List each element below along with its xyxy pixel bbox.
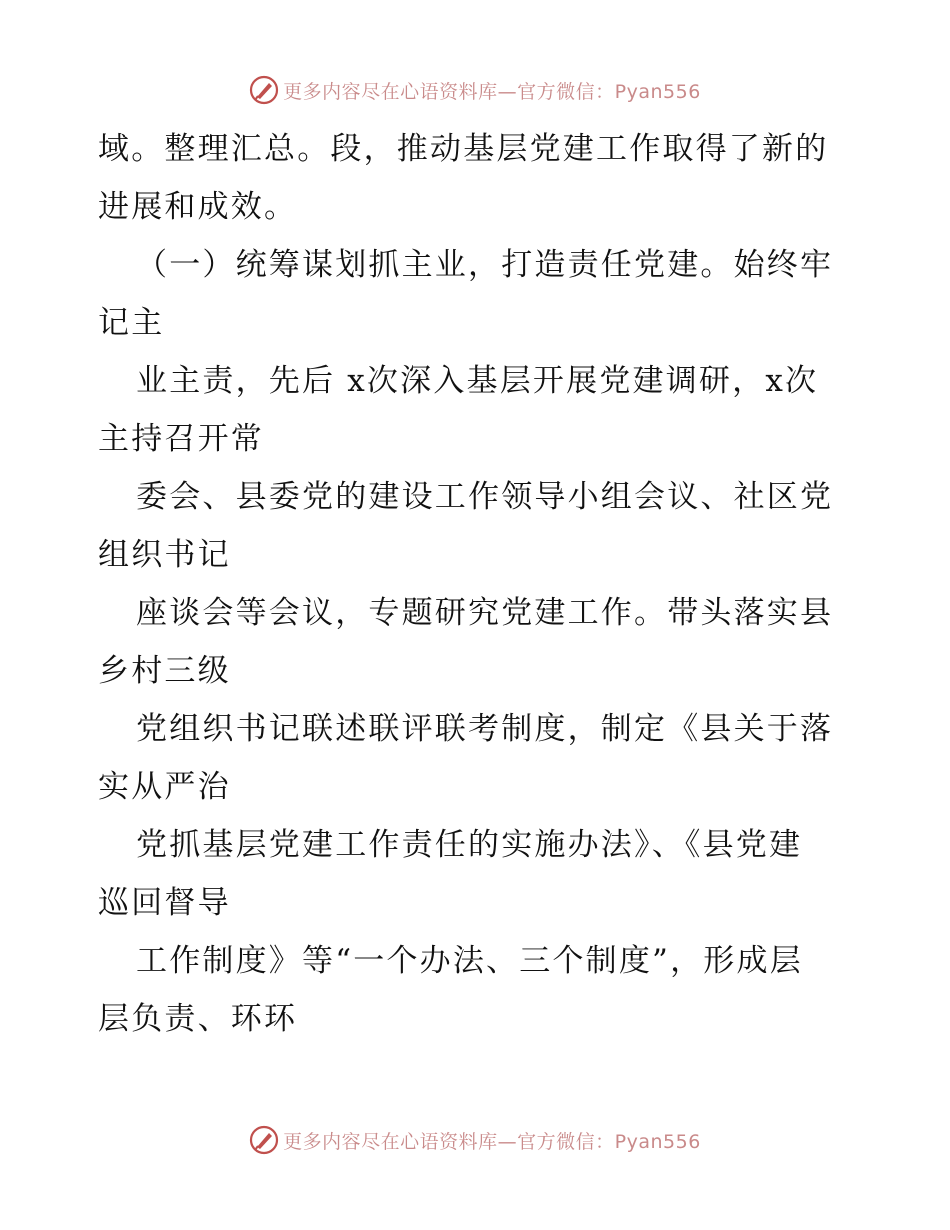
paragraph-line: 乡村三级 [98,653,231,689]
paragraph-line: 巡回督导 [98,885,231,921]
header-banner [0,70,950,110]
document-body [98,120,858,1048]
footer-banner-text: 更多内容尽在心语资料库—官方微信：Pyan556 [283,1130,701,1153]
paragraph-line: 委会、县委党的建设工作领导小组会议、社区党 [136,479,834,515]
paragraph-line: 座谈会等会议，专题研究党建工作。带头落实县 [136,595,834,631]
header-banner-text: 更多内容尽在心语资料库—官方微信：Pyan556 [283,80,701,103]
paragraph-line: 域。整理汇总。段，推动基层党建工作取得了新的 [98,131,829,167]
quill-pen-logo-icon [249,1125,279,1155]
paragraph-line: 主持召开常 [98,421,264,457]
paragraph-line: 层负责、环环 [98,1001,298,1037]
paragraph-line: 业主责，先后 x次深入基层开展党建调研，x次 [136,363,819,399]
paragraph-line: 实从严治 [98,769,231,805]
footer-banner [0,1120,950,1160]
paragraph-line: 进展和成效。 [98,189,298,225]
paragraph-line: 工作制度》等“一个办法、三个制度”，形成层 [136,943,803,979]
quill-pen-logo-icon [249,75,279,105]
paragraph-line: 记主 [98,305,165,341]
paragraph-line: （一）统筹谋划抓主业，打造责任党建。始终牢 [136,247,834,283]
paragraph-line: 党组织书记联述联评联考制度，制定《县关于落 [136,711,834,747]
paragraph-line: 党抓基层党建工作责任的实施办法》、《县党建 [136,827,803,863]
paragraph-line: 组织书记 [98,537,231,573]
